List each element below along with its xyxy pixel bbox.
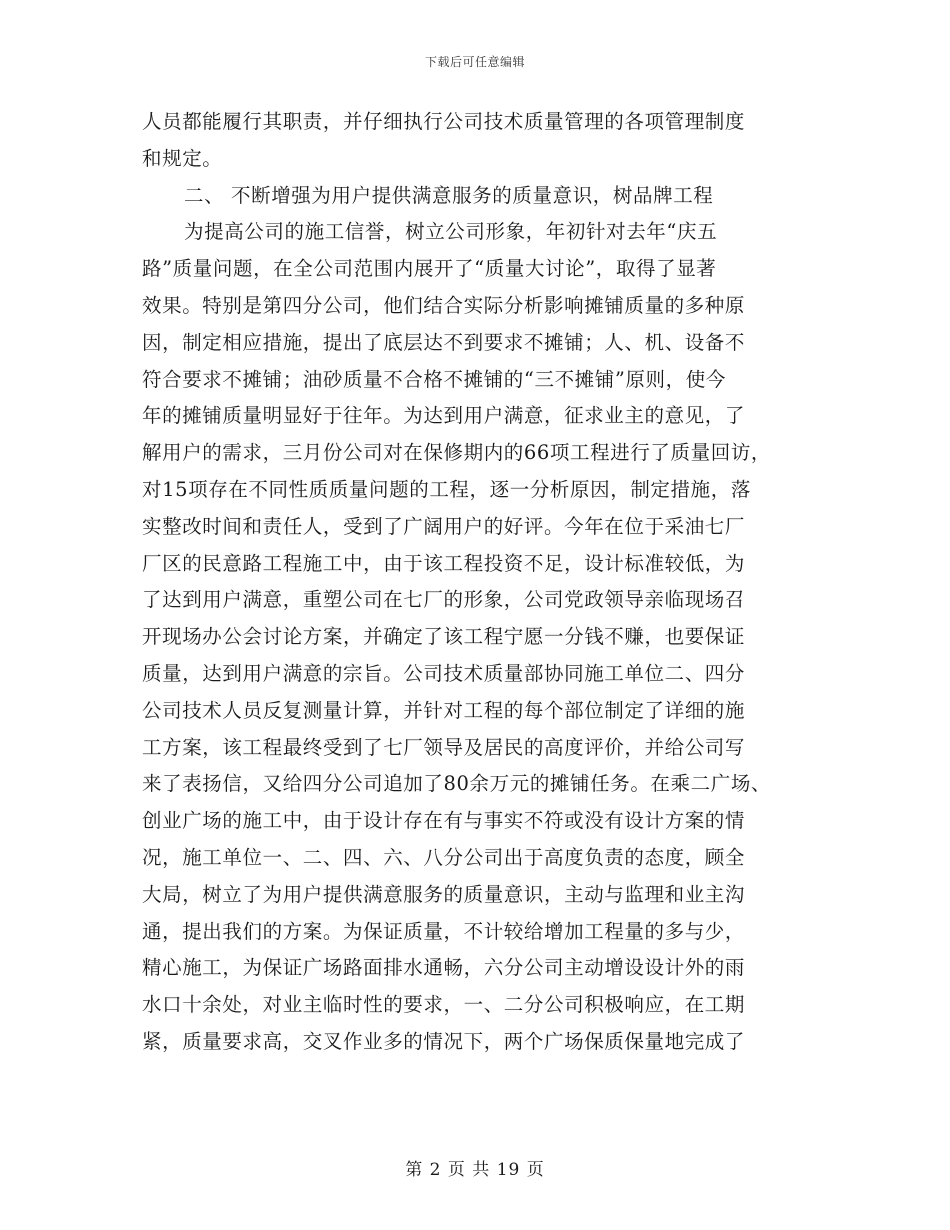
text-line: 质量，达到用户满意的宗旨。公司技术质量部协同施工单位二、四分 xyxy=(142,661,746,685)
text-line: 二、 不断增强为用户提供满意服务的质量意识，树品牌工程 xyxy=(184,183,714,207)
text-line: 精心施工，为保证广场路面排水通畅，六分公司主动增设设计外的雨 xyxy=(142,956,746,980)
text-line: 和规定。 xyxy=(142,146,223,170)
text-line: 实整改时间和责任人，受到了广阔用户的好评。今年在位于采油七厂 xyxy=(142,514,746,538)
text-line: 年的摊铺质量明显好于往年。为达到用户满意，征求业主的意见，了 xyxy=(142,404,746,428)
text-line: 创业广场的施工中，由于设计存在有与事实不符或没有设计方案的情 xyxy=(142,809,746,833)
text-line: 解用户的需求，三月份公司对在保修期内的66项工程进行了质量回访， xyxy=(142,441,772,465)
text-line: 况，施工单位一、二、四、六、八分公司出于高度负责的态度，顾全 xyxy=(142,845,746,869)
text-line: 人员都能履行其职责，并仔细执行公司技术质量管理的各项管理制度 xyxy=(142,110,746,133)
text-line: 通，提出我们的方案。为保证质量，不计较给增加工程量的多与少， xyxy=(142,919,746,943)
text-line: 了达到用户满意，重塑公司在七厂的形象，公司党政领导亲临现场召 xyxy=(142,588,746,612)
text-line: 为提高公司的施工信誉，树立公司形象，年初针对去年“庆五 xyxy=(184,220,718,244)
text-line: 工方案，该工程最终受到了七厂领导及居民的高度评价，并给公司写 xyxy=(142,735,746,759)
page-header-note: 下载后可任意编辑 xyxy=(424,55,525,69)
text-line: 厂区的民意路工程施工中，由于该工程投资不足，设计标准较低，为 xyxy=(142,551,746,575)
document-body xyxy=(142,104,822,1061)
text-line: 公司技术人员反复测量计算，并针对工程的每个部位制定了详细的施 xyxy=(142,698,746,722)
text-line: 因，制定相应措施，提出了底层达不到要求不摊铺；人、机、设备不 xyxy=(142,330,746,354)
text-line: 路”质量问题，在全公司范围内展开了“质量大讨论”，取得了显著 xyxy=(142,257,717,281)
text-line: 水口十余处，对业主临时性的要求，一、二分公司积极响应，在工期 xyxy=(142,993,746,1017)
page-number-footer: 第 2 页 共 19 页 xyxy=(405,1160,545,1180)
text-line: 紧，质量要求高，交叉作业多的情况下，两个广场保质保量地完成了 xyxy=(142,1029,746,1053)
text-line: 开现场办公会讨论方案，并确定了该工程宁愿一分钱不赚，也要保证 xyxy=(142,625,746,649)
text-line: 对15项存在不同性质质量问题的工程，逐一分析原因，制定措施，落 xyxy=(142,477,751,501)
text-line: 来了表扬信，又给四分公司追加了80余万元的摊铺任务。在乘二广场、 xyxy=(142,772,772,796)
text-line: 大局，树立了为用户提供满意服务的质量意识，主动与监理和业主沟 xyxy=(142,882,746,906)
text-line: 效果。特别是第四分公司，他们结合实际分析影响摊铺质量的多种原 xyxy=(142,293,746,317)
text-line: 符合要求不摊铺；油砂质量不合格不摊铺的“三不摊铺”原则，使今 xyxy=(142,367,726,391)
